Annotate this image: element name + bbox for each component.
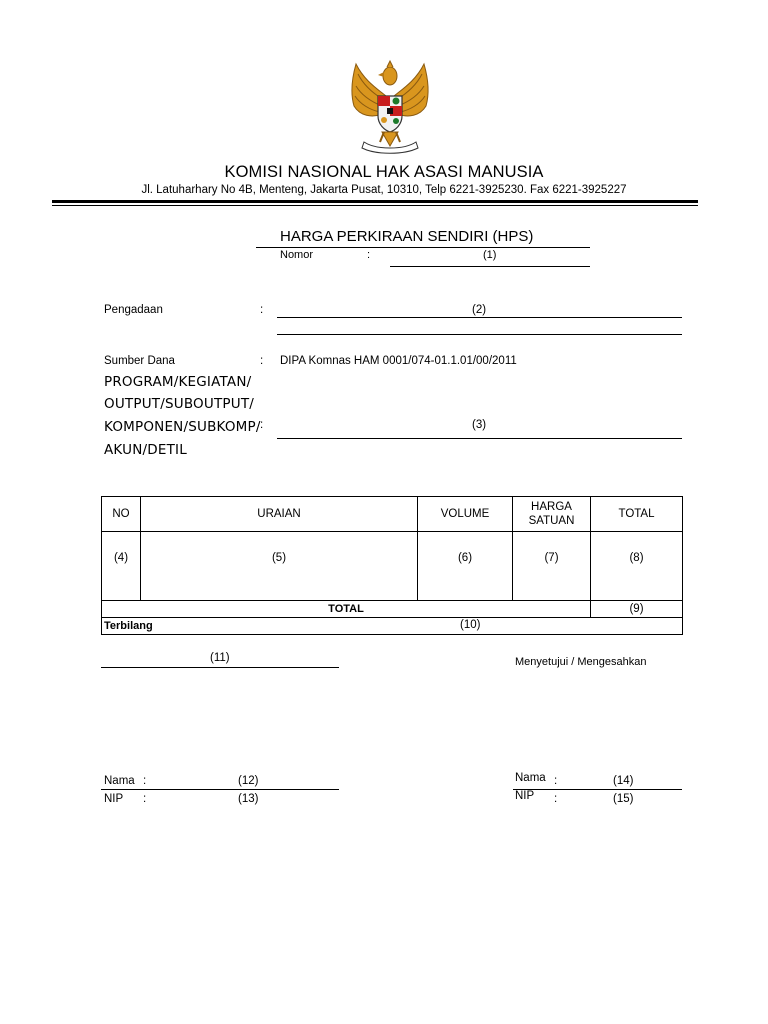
terbilang-label: Terbilang: [104, 620, 153, 632]
pengadaan-line-1: [277, 317, 682, 318]
program-value: (3): [472, 419, 487, 431]
sumber-dana-label: Sumber Dana: [104, 355, 175, 367]
header-harga-line2: SATUAN: [528, 515, 575, 527]
right-nama-colon: :: [554, 775, 558, 787]
pengadaan-value: (2): [472, 304, 487, 316]
cell-total: (8): [591, 532, 683, 601]
right-nama-line: [513, 789, 682, 790]
org-name: KOMISI NASIONAL HAK ASASI MANUSIA: [224, 163, 544, 181]
pengadaan-colon: :: [260, 304, 264, 316]
program-line: [277, 438, 682, 439]
program-colon: :: [260, 419, 264, 431]
terbilang-value: (10): [460, 619, 481, 631]
table-row: [102, 532, 683, 601]
program-line-2: OUTPUT/SUBOUTPUT/: [104, 396, 255, 412]
total-label: TOTAL: [102, 601, 591, 618]
header-divider-thin: [52, 205, 698, 206]
nomor-value: (1): [483, 249, 497, 261]
sumber-dana-colon: :: [260, 355, 264, 367]
garuda-pancasila-emblem-icon: [346, 58, 434, 156]
left-signer-line: [101, 667, 339, 668]
cell-no: (4): [102, 532, 141, 601]
terbilang-cell: [102, 618, 683, 635]
program-line-4: AKUN/DETIL: [104, 442, 187, 458]
header-uraian: URAIAN: [141, 497, 418, 532]
table-total-row: [102, 601, 683, 618]
left-nip-colon: :: [143, 793, 147, 805]
org-address: Jl. Latuharhary No 4B, Menteng, Jakarta Pusat, 10310, Telp 6221-3925230. Fax 6221-3925227: [141, 184, 627, 196]
cell-uraian: (5): [141, 532, 418, 601]
nomor-label: Nomor: [280, 249, 314, 261]
left-nama-colon: :: [143, 775, 147, 787]
left-nama-label: Nama: [104, 775, 135, 787]
cell-harga: (7): [513, 532, 591, 601]
doc-title: HARGA PERKIRAAN SENDIRI (HPS): [280, 228, 534, 245]
title-underline: [256, 247, 590, 248]
left-nama-line: [101, 789, 339, 790]
right-nip-label: NIP: [515, 790, 535, 802]
table-header-row: [102, 497, 683, 532]
program-line-3: KOMPONEN/SUBKOMP/: [104, 419, 261, 435]
header-total: TOTAL: [591, 497, 683, 532]
header-harga-satuan: [513, 497, 591, 532]
approve-label: Menyetujui / Mengesahkan: [515, 656, 647, 668]
right-nama-value: (14): [613, 775, 634, 787]
program-line-1: PROGRAM/KEGIATAN/: [104, 374, 252, 390]
header-volume: VOLUME: [418, 497, 513, 532]
sumber-dana-value: DIPA Komnas HAM 0001/074-01.1.01/00/2011: [280, 355, 517, 367]
left-nip-label: NIP: [104, 793, 124, 805]
pengadaan-line-2: [277, 334, 682, 335]
right-nama-label: Nama: [515, 772, 546, 784]
left-nip-value: (13): [238, 793, 259, 805]
nomor-colon: :: [367, 249, 371, 261]
header-no: NO: [102, 497, 141, 532]
right-nip-colon: :: [554, 793, 558, 805]
header-harga-line1: HARGA: [531, 501, 572, 513]
right-nip-value: (15): [613, 793, 634, 805]
cell-volume: (6): [418, 532, 513, 601]
nomor-line: [390, 266, 590, 267]
table-terbilang-row: [102, 618, 683, 635]
hps-table: [101, 496, 683, 635]
total-value: (9): [591, 601, 683, 618]
pengadaan-label: Pengadaan: [104, 304, 163, 316]
header-divider-thick: [52, 200, 698, 203]
left-nama-value: (12): [238, 775, 259, 787]
left-signer-value: (11): [210, 652, 230, 664]
